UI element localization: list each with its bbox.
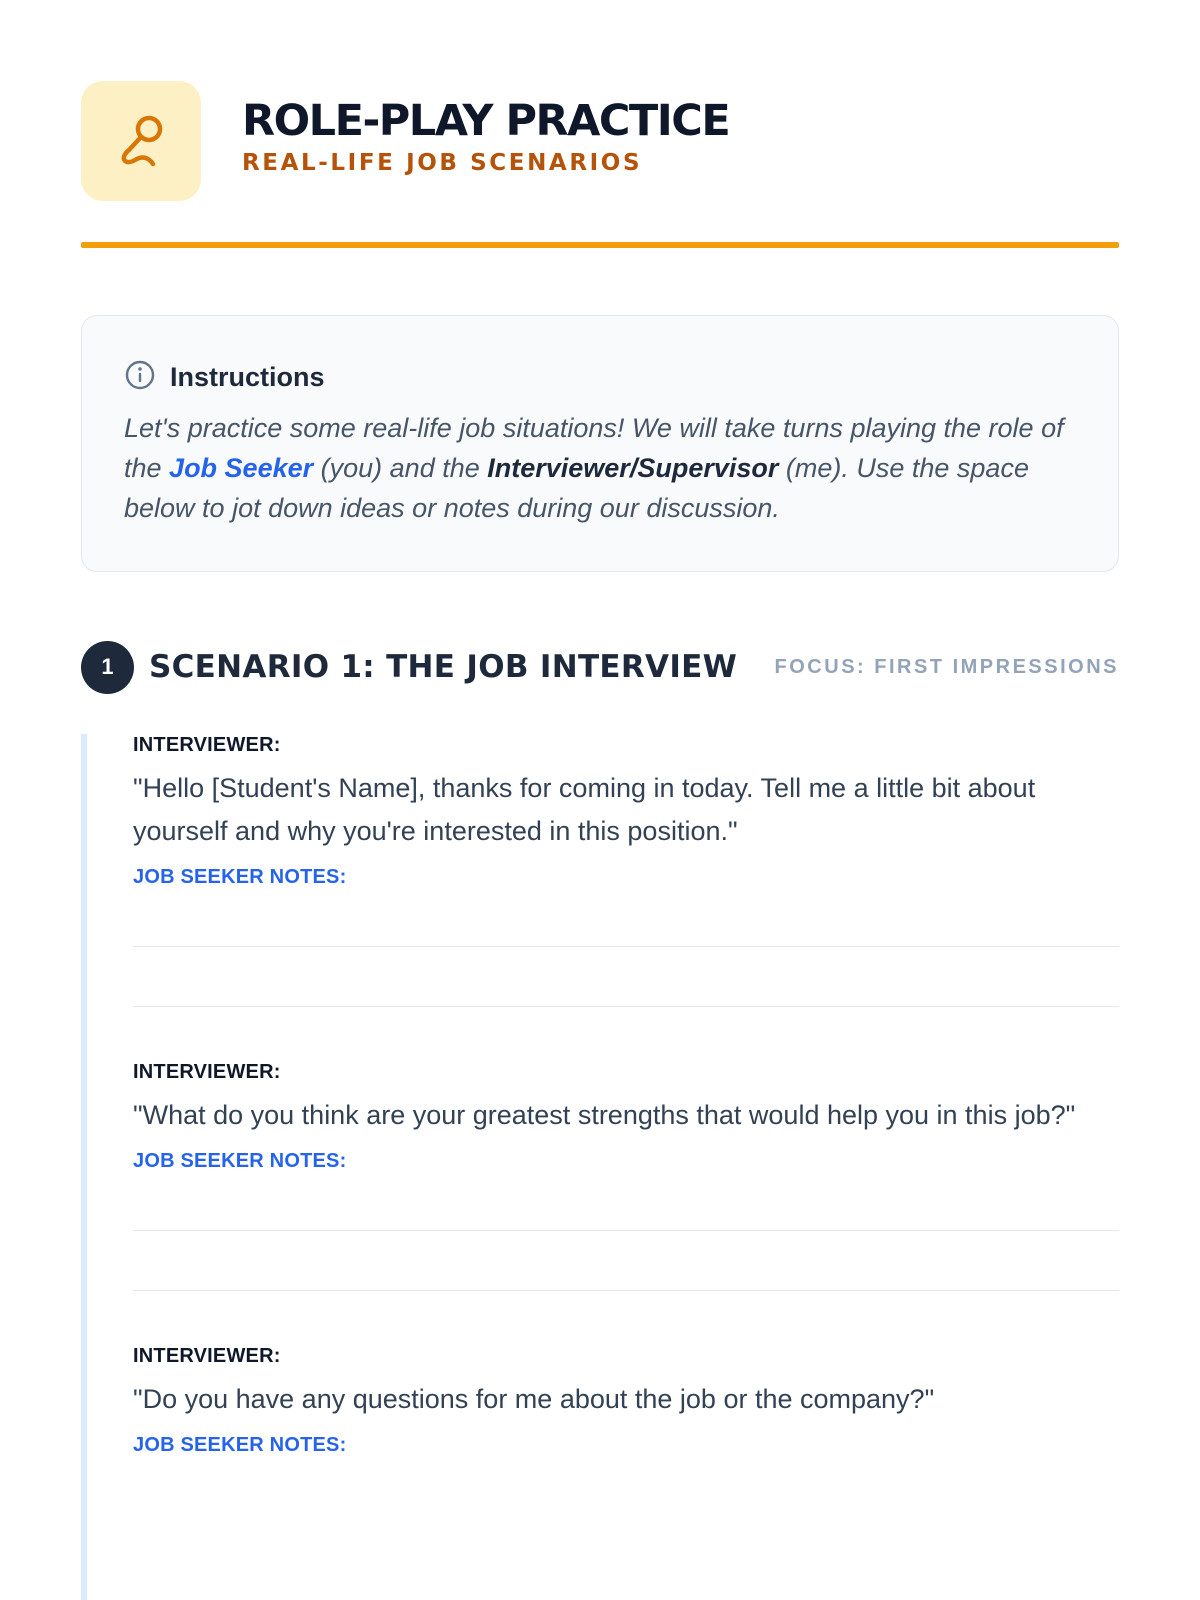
instructions-text-part: (me). Use the space below to jot down ideas or notes during our discussion.: [124, 453, 1029, 523]
note-line[interactable]: [133, 889, 1119, 947]
page-title: ROLE-PLAY PRACTICE: [242, 95, 730, 146]
speaker-label: INTERVIEWER:: [133, 1061, 281, 1083]
page-header: [81, 80, 1119, 201]
speaker-label: INTERVIEWER:: [133, 1345, 281, 1367]
interviewer-prompt: "Do you have any questions for me about the job or the company?": [133, 1384, 935, 1414]
info-icon: [124, 359, 156, 396]
speaker-label: INTERVIEWER:: [133, 734, 281, 756]
exchange-list: [81, 734, 1119, 1600]
instructions-text: [124, 408, 1076, 528]
note-line[interactable]: [133, 1173, 1119, 1231]
scenario-number-badge: 1: [81, 641, 134, 694]
logo-badge: [81, 81, 201, 201]
instructions-title: Instructions: [170, 362, 325, 392]
header-divider: [81, 242, 1119, 248]
interviewer-highlight: Interviewer/Supervisor: [487, 453, 779, 483]
job-seeker-highlight: Job Seeker: [169, 453, 314, 483]
exchange-item: [133, 1345, 1119, 1457]
microphone-icon: [111, 108, 171, 173]
note-line[interactable]: [133, 1231, 1119, 1291]
exchange-item: [133, 734, 1119, 1007]
interviewer-prompt: "Hello [Student's Name], thanks for coming in today. Tell me a little bit about yourself and why you're interested in this position.": [133, 773, 1036, 846]
note-line[interactable]: [133, 947, 1119, 1007]
scenario-header: [81, 640, 1119, 694]
interviewer-prompt: "What do you think are your greatest strengths that would help you in this job?": [133, 1100, 1076, 1130]
instructions-text-part: (you) and the: [313, 453, 488, 483]
scenario-title: SCENARIO 1: THE JOB INTERVIEW: [149, 649, 738, 685]
notes-label: JOB SEEKER NOTES:: [133, 866, 347, 888]
instructions-header: [124, 359, 1076, 396]
instructions-text-part: Let's practice some real-life job situations! We will take turns playing the role of the: [124, 413, 1064, 483]
instructions-card: [81, 315, 1119, 572]
notes-label: JOB SEEKER NOTES:: [133, 1150, 347, 1172]
notes-label: JOB SEEKER NOTES:: [133, 1434, 347, 1456]
scenario-focus: FOCUS: FIRST IMPRESSIONS: [774, 655, 1119, 678]
page-subtitle: REAL-LIFE JOB SCENARIOS: [242, 150, 643, 177]
title-block: [242, 95, 730, 177]
exchange-item: [133, 1061, 1119, 1291]
